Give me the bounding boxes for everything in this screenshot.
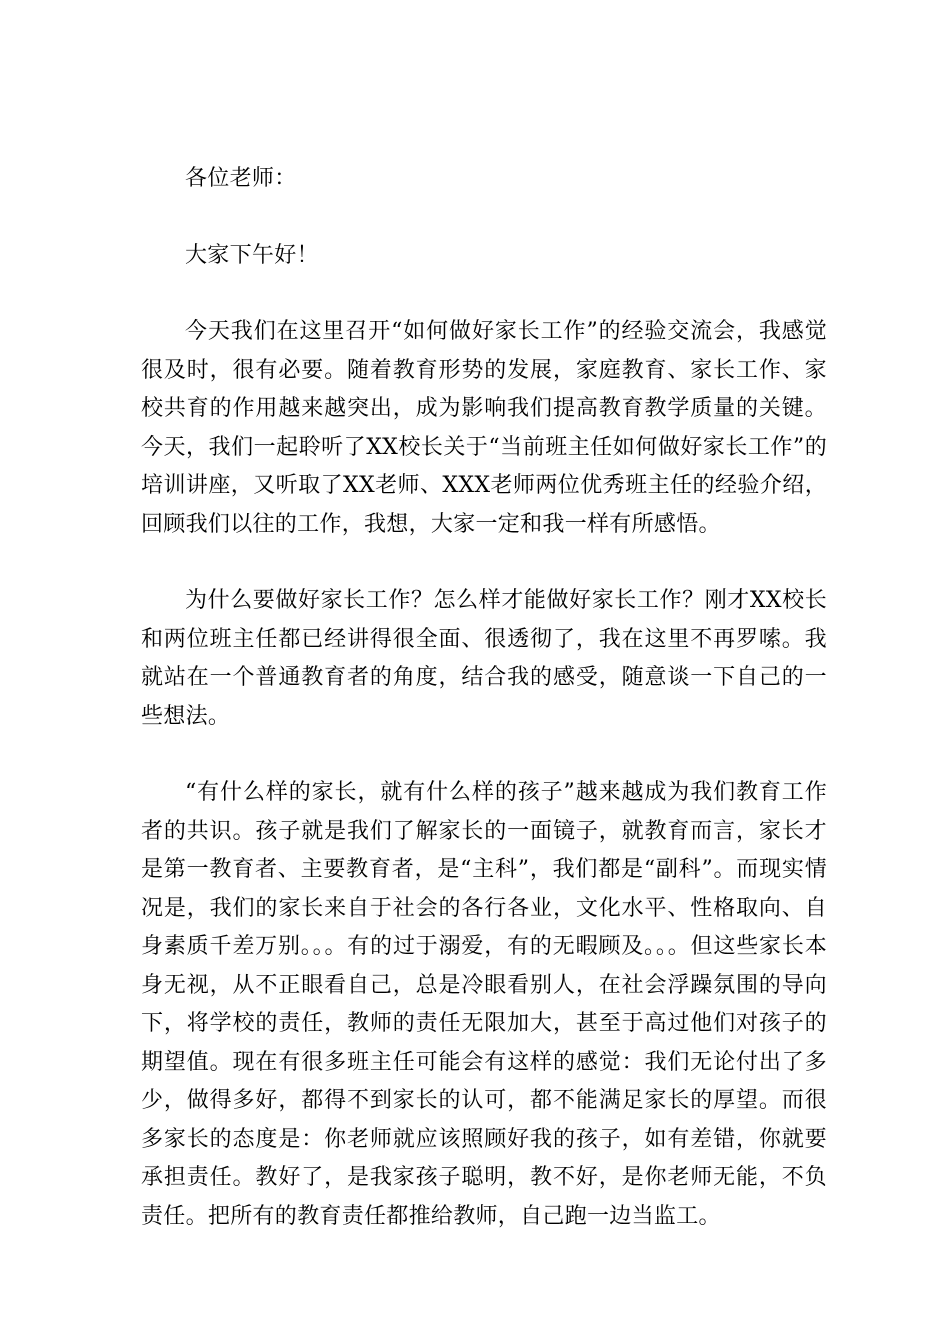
document-body bbox=[141, 160, 827, 1274]
paragraph-parents: “有什么样的家长，就有什么样的孩子”越来越成为我们教育工作者的共识。孩子就是我们了解家长的一面镜子，就教育而言，家长才是第一教育者、主要教育者，是“主科”，我们都是“副科”。而现实情况是，我们的家长来自于社会的各行各业，文化水平、性格取向、自身素质千差万别。。。有的过于溺爱，有的无暇顾及。。。但这些家长本身无视，从不正眼看自己，总是冷眼看别人，在社会浮躁氛围的导向下，将学校的责任，教师的责任无限加大，甚至于高过他们对孩子的期望值。现在有很多班主任可能会有这样的感觉：我们无论付出了多少，做得多好，都得不到家长的认可，都不能满足家长的厚望。而很多家长的态度是：你老师就应该照顾好我的孩子，如有差错，你就要承担责任。教好了，是我家孩子聪明，教不好，是你老师无能，不负责任。把所有的教育责任都推给教师，自己跑一边当监工。 bbox=[141, 780, 827, 1229]
paragraph-intro: 今天我们在这里召开“如何做好家长工作”的经验交流会，我感觉很及时，很有必要。随着教育形势的发展，家庭教育、家长工作、家校共育的作用越来越突出，成为影响我们提高教育教学质量的关键。今天，我们一起聆听了XX校长关于“当前班主任如何做好家长工作”的培训讲座，又听取了XX老师、XXX老师两位优秀班主任的经验介绍，回顾我们以往的工作，我想，大家一定和我一样有所感悟。 bbox=[141, 319, 827, 537]
salutation: 各位老师： bbox=[185, 166, 297, 191]
greeting: 大家下午好！ bbox=[185, 242, 319, 268]
paragraph-why: 为什么要做好家长工作？怎么样才能做好家长工作？刚才XX校长和两位班主任都已经讲得很全面、很透彻了，我在这里不再罗嗦。我就站在一个普通教育者的角度，结合我的感受，随意谈一下自己的一些想法。 bbox=[141, 588, 827, 729]
